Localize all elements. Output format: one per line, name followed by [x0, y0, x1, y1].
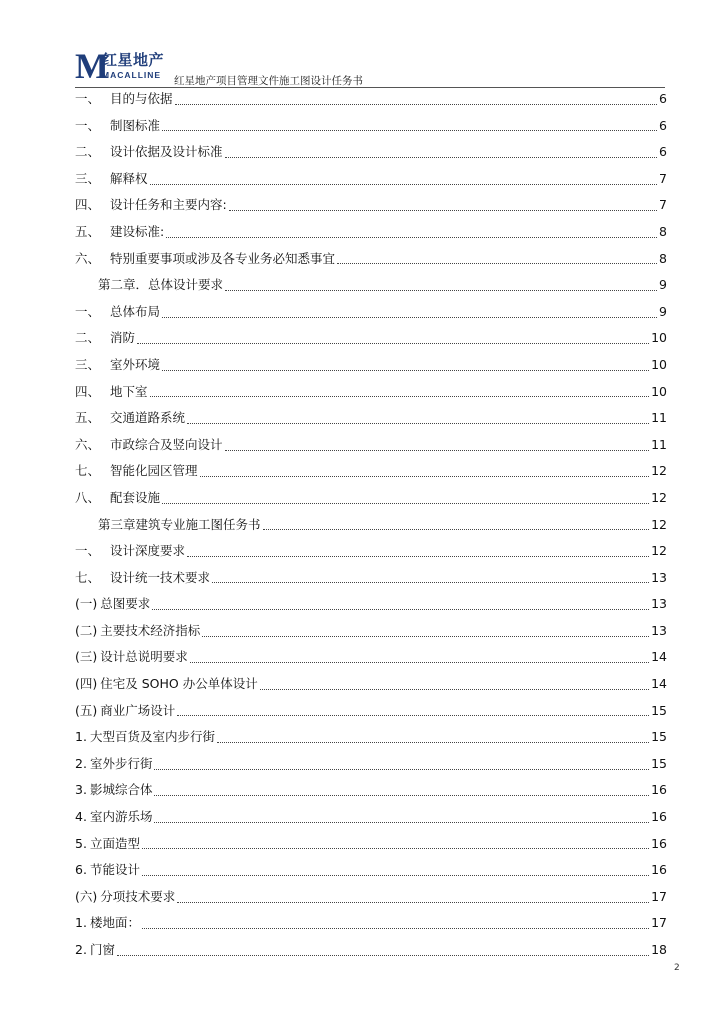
toc-entry-page: 14 [651, 649, 667, 665]
page-header [75, 48, 665, 88]
toc-dot-leader [202, 636, 649, 637]
toc-dot-leader [142, 848, 649, 849]
toc-entry-page: 15 [651, 729, 667, 745]
toc-entry-label [75, 192, 227, 218]
toc-dot-leader [154, 822, 649, 823]
toc-entry-label [75, 405, 185, 431]
toc-entry[interactable] [75, 591, 667, 618]
toc-entry-number: 五、 [75, 410, 101, 426]
toc-entry-number: 一、 [75, 543, 101, 559]
toc-entry[interactable] [75, 485, 667, 512]
toc-entry-label [75, 831, 140, 857]
toc-entry[interactable] [75, 671, 667, 698]
toc-entry-page: 6 [659, 117, 667, 133]
toc-entry-text: 解释权 [110, 170, 148, 186]
toc-entry-label [75, 86, 173, 112]
toc-entry-text: 大型百货及室内步行街 [89, 729, 215, 745]
toc-entry-label [75, 618, 200, 644]
toc-entry-number: 三、 [75, 356, 101, 372]
toc-entry[interactable] [75, 618, 667, 645]
toc-entry-text: 总体布局 [110, 303, 161, 319]
toc-entry-page: 15 [651, 755, 667, 771]
document-title: 红星地产项目管理文件施工图设计任务书 [174, 75, 363, 87]
toc-entry-text: 地下室 [110, 383, 148, 399]
toc-entry-number: 二、 [75, 144, 101, 160]
toc-entry-number: (三) [75, 649, 98, 665]
toc-dot-leader [190, 662, 649, 663]
page-number: 2 [674, 963, 680, 973]
toc-dot-leader [162, 317, 657, 318]
toc-entry-page: 15 [651, 702, 667, 718]
toc-dot-leader [225, 157, 658, 158]
toc-entry-number: 一、 [75, 117, 101, 133]
toc-entry-label [75, 538, 185, 564]
toc-dot-leader [225, 290, 657, 291]
toc-entry-number: 七、 [75, 569, 101, 585]
toc-entry-label [75, 671, 258, 697]
toc-entry-number: (五) [75, 702, 98, 718]
toc-entry-text: 设计深度要求 [110, 543, 186, 559]
toc-entry-page: 9 [659, 277, 667, 293]
toc-entry-text: 分项技术要求 [100, 888, 176, 904]
logo-english-name: MACALLINE [102, 70, 162, 80]
toc-entry[interactable] [75, 219, 667, 246]
toc-entry-text: 室外步行街 [89, 755, 153, 771]
toc-entry-number: 三、 [75, 170, 101, 186]
logo-letter: M [75, 46, 109, 86]
toc-dot-leader [117, 955, 649, 956]
toc-entry[interactable] [75, 937, 667, 964]
toc-entry[interactable] [75, 884, 667, 911]
toc-entry-page: 9 [659, 303, 667, 319]
toc-entry[interactable] [75, 538, 667, 565]
toc-entry-page: 6 [659, 144, 667, 160]
toc-entry-label [75, 910, 140, 936]
toc-entry-label [75, 857, 140, 883]
toc-entry-number: 四、 [75, 383, 101, 399]
toc-entry[interactable] [75, 192, 667, 219]
toc-entry-label [75, 804, 152, 830]
toc-dot-leader [225, 450, 650, 451]
toc-entry-number: 2. [75, 755, 87, 771]
toc-entry-label [75, 299, 160, 325]
toc-entry[interactable] [75, 777, 667, 804]
toc-entry-label [75, 485, 160, 511]
toc-entry[interactable] [75, 724, 667, 751]
toc-entry-number: 四、 [75, 197, 101, 213]
toc-chapter-entry[interactable] [75, 512, 667, 539]
toc-dot-leader [150, 396, 650, 397]
toc-entry[interactable] [75, 246, 667, 273]
toc-entry-text: 交通道路系统 [110, 410, 186, 426]
toc-entry-label [75, 379, 148, 405]
toc-entry[interactable] [75, 113, 667, 140]
toc-dot-leader [162, 130, 657, 131]
toc-entry[interactable] [75, 405, 667, 432]
toc-entry-page: 8 [659, 223, 667, 239]
toc-entry-text: 智能化园区管理 [110, 463, 198, 479]
toc-entry[interactable] [75, 299, 667, 326]
toc-entry-number: 二、 [75, 330, 101, 346]
toc-entry-page: 12 [651, 516, 667, 532]
toc-entry-page: 11 [651, 410, 667, 426]
toc-entry-page: 17 [651, 888, 667, 904]
toc-entry-text: 配套设施 [110, 489, 161, 505]
toc-entry-label [75, 777, 152, 803]
toc-entry[interactable] [75, 458, 667, 485]
toc-entry-page: 13 [651, 569, 667, 585]
toc-entry-number: 2. [75, 942, 87, 957]
toc-entry-text: 设计总说明要求 [100, 649, 188, 665]
toc-entry-text: 特别重要事项或涉及各专业务必知悉事宜 [110, 250, 336, 266]
toc-entry-text: 主要技术经济指标 [100, 622, 201, 638]
toc-entry-label [75, 219, 164, 245]
toc-entry-page: 11 [651, 436, 667, 452]
toc-dot-leader [187, 423, 649, 424]
toc-dot-leader [137, 343, 649, 344]
toc-entry-page: 12 [651, 489, 667, 505]
toc-entry-label [75, 591, 150, 617]
toc-entry-text: 第二章．总体设计要求 [98, 277, 224, 293]
toc-dot-leader [142, 875, 649, 876]
toc-entry[interactable] [75, 379, 667, 406]
toc-entry-text: 总图要求 [100, 596, 151, 612]
toc-dot-leader [200, 476, 650, 477]
toc-entry[interactable] [75, 86, 667, 113]
toc-entry-number: 六、 [75, 250, 101, 266]
toc-entry-page: 7 [659, 170, 667, 186]
toc-dot-leader [337, 263, 657, 264]
toc-entry-page: 7 [659, 197, 667, 213]
toc-entry-number: 1. [75, 729, 87, 745]
toc-entry-page: 13 [651, 596, 667, 612]
toc-entry[interactable] [75, 910, 667, 937]
toc-entry[interactable] [75, 139, 667, 166]
toc-dot-leader [162, 503, 649, 504]
toc-entry-number: (六) [75, 888, 98, 904]
toc-entry-label [75, 166, 148, 192]
toc-entry-label [75, 432, 223, 458]
toc-entry[interactable] [75, 804, 667, 831]
toc-dot-leader [217, 742, 649, 743]
toc-entry-page: 12 [651, 543, 667, 559]
toc-dot-leader [152, 609, 649, 610]
toc-entry-text: 设计统一技术要求 [110, 569, 211, 585]
toc-entry-text: 立面造型 [89, 835, 140, 851]
toc-entry-label [75, 644, 188, 670]
toc-entry-number: 一、 [75, 91, 101, 106]
toc-entry-text: 市政综合及竖向设计 [110, 436, 223, 452]
toc-dot-leader [177, 715, 649, 716]
toc-entry-label [75, 565, 210, 591]
toc-entry-text: 楼地面： [89, 915, 140, 931]
toc-entry-label [98, 272, 223, 298]
logo-chinese-name: 红星地产 [102, 51, 165, 69]
toc-entry-number: 六、 [75, 436, 101, 452]
toc-entry-text: 门窗 [89, 942, 115, 957]
toc-entry-page: 16 [651, 809, 667, 825]
toc-entry-page: 17 [651, 915, 667, 931]
toc-entry-label [75, 724, 215, 750]
toc-entry-text: 建设标准: [110, 223, 165, 239]
toc-dot-leader [162, 370, 649, 371]
toc-dot-leader [263, 529, 650, 530]
toc-entry[interactable] [75, 432, 667, 459]
toc-entry-page: 12 [651, 463, 667, 479]
toc-entry-number: 五、 [75, 223, 101, 239]
toc-entry-text: 目的与依据 [110, 91, 173, 106]
toc-entry-number: (四) [75, 676, 98, 692]
toc-entry-text: 室外环境 [110, 356, 161, 372]
toc-entry-label [75, 246, 335, 272]
toc-entry-page: 10 [651, 383, 667, 399]
toc-entry-text: 影城综合体 [89, 782, 153, 798]
toc-entry-text: 室内游乐场 [89, 809, 153, 825]
toc-dot-leader [229, 210, 657, 211]
toc-entry-label [75, 113, 160, 139]
toc-dot-leader [150, 184, 658, 185]
toc-entry-label [75, 884, 175, 910]
toc-entry[interactable] [75, 644, 667, 671]
toc-entry-number: 1. [75, 915, 87, 931]
toc-entry-page: 6 [659, 91, 667, 106]
toc-dot-leader [154, 769, 649, 770]
toc-entry-label [75, 352, 160, 378]
toc-entry-number: (一) [75, 596, 98, 612]
toc-entry-label [75, 325, 135, 351]
toc-entry-number: 一、 [75, 303, 101, 319]
toc-entry-page: 10 [651, 330, 667, 346]
toc-entry-page: 13 [651, 622, 667, 638]
toc-entry-number: 七、 [75, 463, 101, 479]
toc-entry[interactable] [75, 325, 667, 352]
toc-dot-leader [175, 104, 658, 105]
toc-entry-text: 商业广场设计 [100, 702, 176, 718]
toc-entry-label [75, 751, 152, 777]
toc-dot-leader [212, 582, 649, 583]
toc-entry-text: 制图标准 [110, 117, 161, 133]
toc-entry-text: 住宅及 SOHO 办公单体设计 [100, 676, 258, 692]
toc-entry-text: 节能设计 [89, 862, 140, 878]
toc-entry-page: 16 [651, 782, 667, 798]
toc-dot-leader [177, 902, 649, 903]
toc-entry[interactable] [75, 751, 667, 778]
toc-entry-page: 14 [651, 676, 667, 692]
toc-entry-label [75, 458, 198, 484]
toc-entry[interactable] [75, 831, 667, 858]
toc-dot-leader [187, 556, 649, 557]
toc-entry-page: 16 [651, 862, 667, 878]
toc-entry-label [98, 512, 261, 538]
toc-entry-text: 设计任务和主要内容: [110, 197, 227, 213]
toc-dot-leader [166, 237, 657, 238]
toc-entry-page: 8 [659, 250, 667, 266]
toc-dot-leader [142, 928, 649, 929]
toc-entry[interactable] [75, 857, 667, 884]
toc-entry[interactable] [75, 352, 667, 379]
toc-entry-number: 八、 [75, 489, 101, 505]
toc-entry-page: 16 [651, 835, 667, 851]
toc-entry-label [75, 139, 223, 165]
toc-entry[interactable] [75, 565, 667, 592]
toc-entry-label [75, 937, 115, 963]
toc-entry-text: 第三章建筑专业施工图任务书 [98, 516, 261, 532]
toc-entry-label [75, 698, 175, 724]
table-of-contents [75, 86, 667, 964]
toc-dot-leader [260, 689, 649, 690]
toc-entry-number: 5. [75, 835, 87, 851]
toc-entry-text: 消防 [110, 330, 136, 346]
toc-entry-number: 4. [75, 809, 87, 825]
toc-entry[interactable] [75, 698, 667, 725]
toc-chapter-entry[interactable] [75, 272, 667, 299]
toc-entry-number: 3. [75, 782, 87, 798]
toc-entry-page: 10 [651, 356, 667, 372]
toc-entry-page: 18 [651, 942, 667, 957]
toc-entry-number: 6. [75, 862, 87, 878]
toc-entry[interactable] [75, 166, 667, 193]
toc-entry-text: 设计依据及设计标准 [110, 144, 223, 160]
toc-entry-number: (二) [75, 622, 98, 638]
toc-dot-leader [154, 795, 649, 796]
